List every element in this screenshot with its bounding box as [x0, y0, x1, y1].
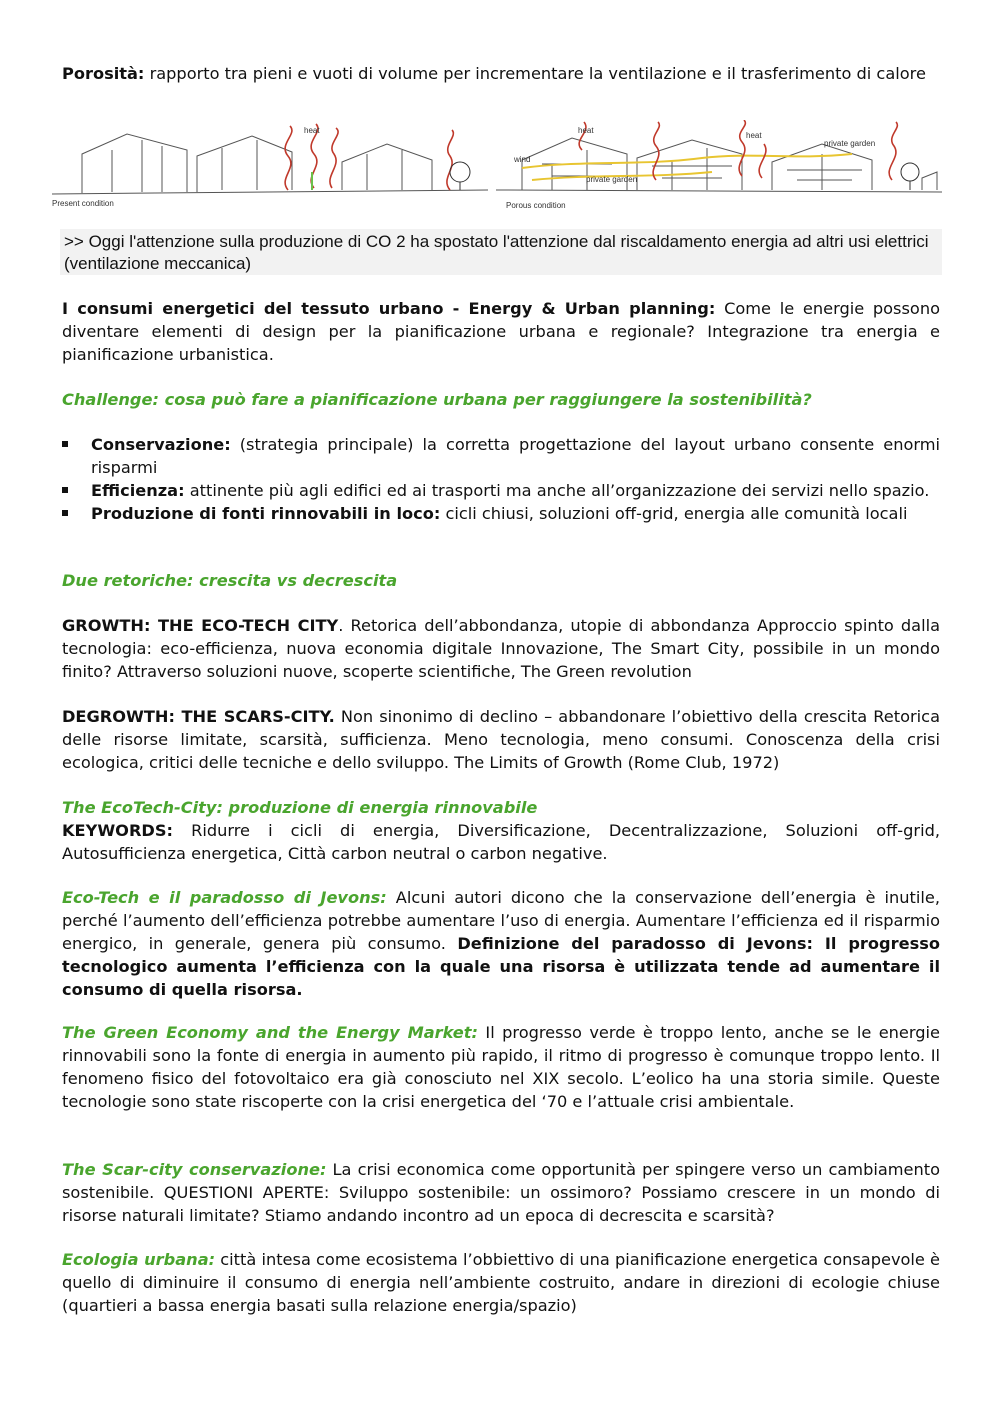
private-garden-label-1: private garden — [586, 175, 638, 184]
challenge-list — [62, 433, 940, 525]
porous-condition-label: Porous condition — [506, 201, 566, 210]
growth-paragraph — [62, 614, 940, 683]
ecotech-section — [62, 796, 940, 865]
scarcity-text: La crisi economica come opportunità per spingere verso un cambiamento sostenibile. QUESTIONI APERTE: Sviluppo sostenibile: un ossimoro? Possiamo crescere in un mondo di risorse naturali limitate? Stiamo andando incontro ad un epoca di decrescita e scarsità? — [62, 1160, 941, 1225]
private-garden-label-2: private garden — [824, 139, 876, 148]
co2-note-text: >> Oggi l'attenzione sulla produzione di CO 2 ha spostato l'attenzione dal riscaldamento energia ad altri usi elettrici (ventilazione meccanica) — [64, 232, 929, 273]
present-heat-label: heat — [304, 126, 320, 135]
porous-trees — [901, 163, 919, 190]
growth-text: . Retorica dell’abbondanza, utopie di abbondanza Approccio spinto dalla tecnologia: eco-efficienza, nuova economia digitale Innovazione, The Smart City, possibile in un mondo finito? Attraverso soluzioni nuove, scoperte scientifiche, The Green revolution — [62, 616, 940, 681]
list-item-term: Conservazione: — [91, 435, 231, 454]
consumi-text: Come le energie possono diventare elementi di design per la pianificazione urbana e regionale? Integrazione tra energia e pianificazione urbanistica. — [62, 299, 940, 364]
scarcity-paragraph — [62, 1158, 940, 1227]
list-item-term: Efficienza: — [91, 481, 185, 500]
challenge-heading-text: Challenge: cosa può fare a pianificazione urbana per raggiungere la sostenibilità? — [62, 390, 812, 409]
green-economy-paragraph — [62, 1021, 940, 1113]
porous-heat-label-1: heat — [578, 126, 594, 135]
keywords-text: Ridurre i cicli di energia, Diversificazione, Decentralizzazione, Soluzioni off-grid, Autosufficienza energetica, Città carbon neutral o carbon negative. — [62, 821, 940, 863]
jevons-text: Alcuni autori dicono che la conservazione dell’energia è inutile, perché l’aumento dell’efficienza potrebbe aumentare l’uso di energia. Aumentare l’efficienza ed il risparmio energico, in generale, genera più consumo. — [62, 888, 940, 953]
degrowth-text: Non sinonimo di declino – abbandonare l’obiettivo della crescita Retorica delle risorse limitate, scarsità, sufficienza. Meno tecnologia, meno consumi. Conoscenza della crisi ecologica, critici delle tecniche e dello sviluppo. The Limits of Growth (Rome Club, 1972) — [62, 707, 940, 772]
jevons-paragraph — [62, 886, 940, 1001]
list-item — [62, 479, 940, 502]
list-item-text: cicli chiusi, soluzioni off-grid, energia alle comunità locali — [440, 504, 908, 523]
challenge-heading — [62, 388, 940, 411]
porosity-figure — [52, 120, 952, 220]
ecologia-paragraph — [62, 1248, 940, 1317]
degrowth-heading: DEGROWTH: THE SCARS-CITY. — [62, 707, 335, 726]
list-item — [62, 502, 940, 525]
retoriche-heading-text: Due retoriche: crescita vs decrescita — [62, 571, 398, 590]
ecologia-text: città intesa come ecosistema l’obbiettivo di una pianificazione energetica consapevole è quello di diminuire il consumo di energia nell’ambiente costruito, andare in direzioni di ecologie chiuse (quartieri a bassa energia basati sulla relazione energia/spazio) — [62, 1250, 941, 1315]
jevons-definition: Definizione del paradosso di Jevons: Il progresso tecnologico aumenta l’efficienza con la quale una risorsa è utilizzata tende ad aumentare il consumo di quella risorsa. — [62, 934, 940, 999]
bullet-square-icon — [62, 487, 68, 493]
list-item — [62, 433, 940, 479]
challenge-list-block — [62, 433, 940, 525]
present-condition-drawing — [52, 134, 488, 194]
bullet-square-icon — [62, 510, 68, 516]
growth-heading: GROWTH: THE ECO-TECH CITY — [62, 616, 339, 635]
consumi-paragraph — [62, 297, 940, 366]
co2-note — [60, 229, 942, 275]
porosity-diagram — [52, 120, 952, 220]
porous-heat-label-2: heat — [746, 131, 762, 140]
present-condition-label: Present condition — [52, 199, 114, 208]
green-economy-heading: The Green Economy and the Energy Market: — [62, 1023, 478, 1042]
green-economy-text: Il progresso verde è troppo lento, anche se le energie rinnovabili sono la fonte di energia in aumento più rapido, il ritmo di progresso è comunque troppo lento. Il fenomeno fisico del fotovoltaico era già conosciuto nel XIX secolo. L’eolico ha una storia simile. Queste tecnologie sono state riscoperte con la crisi energetica del ‘70 e l’attuale crisi ambientale. — [62, 1023, 940, 1111]
consumi-heading: I consumi energetici del tessuto urbano - Energy & Urban planning: — [62, 299, 716, 318]
list-item-term: Produzione di fonti rinnovabili in loco: — [91, 504, 441, 523]
degrowth-paragraph — [62, 705, 940, 774]
porosita-paragraph — [62, 62, 940, 85]
porosita-term: Porosità: — [62, 64, 145, 83]
scarcity-heading: The Scar-city conservazione: — [62, 1160, 327, 1179]
jevons-heading: Eco-Tech e il paradosso di Jevons: — [62, 888, 387, 907]
ecotech-heading: The EcoTech-City: produzione di energia rinnovabile — [62, 798, 538, 817]
list-item-text: (strategia principale) la corretta progettazione del layout urbano consente enormi risparmi — [91, 435, 940, 477]
wind-label: wind — [514, 155, 531, 164]
ecologia-heading: Ecologia urbana: — [62, 1250, 216, 1269]
bullet-square-icon — [62, 441, 68, 447]
retoriche-heading — [62, 569, 940, 592]
present-trees — [450, 162, 470, 190]
porosita-text: rapporto tra pieni e vuoti di volume per incrementare la ventilazione e il trasferimento di calore — [144, 64, 926, 83]
keywords-label: KEYWORDS: — [62, 821, 173, 840]
list-item-text: attinente più agli edifici ed ai trasporti ma anche all’organizzazione dei servizi nello spazio. — [184, 481, 930, 500]
